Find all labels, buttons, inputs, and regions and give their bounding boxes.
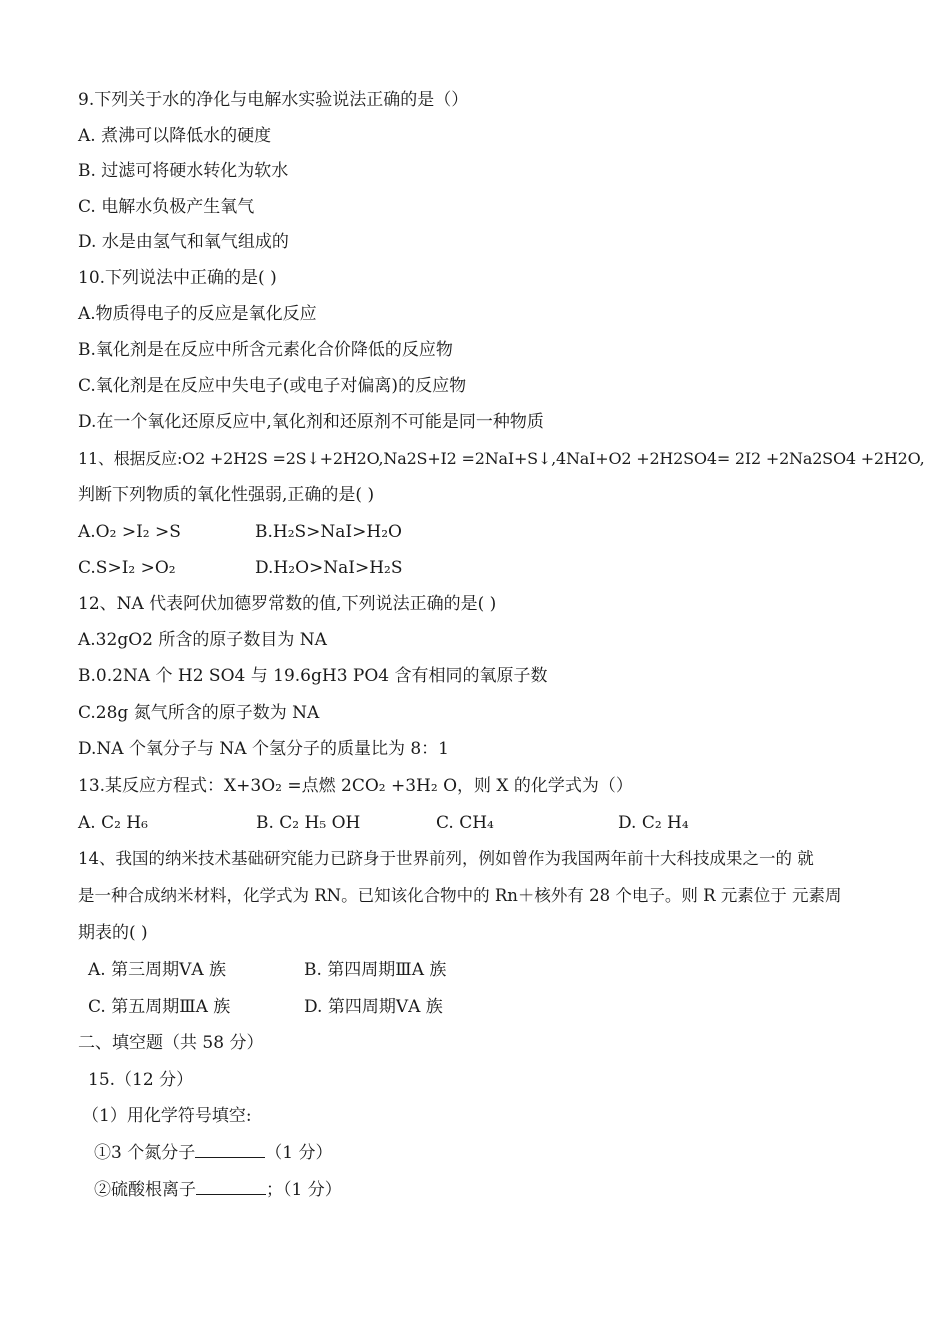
q9-stem: 9.下列关于水的净化与电解水实验说法正确的是（）: [78, 90, 469, 110]
q12-option-a: A.32gO2 所含的原子数目为 NA: [78, 630, 327, 650]
answer-blank-1[interactable]: [195, 1143, 265, 1158]
q14-option-b: B. 第四周期ⅢA 族: [304, 960, 447, 980]
q13-stem: 13.某反应方程式：X+3O₂ =点燃 2CO₂ +3H₂ O，则 X 的化学式为（）: [78, 776, 633, 796]
q14-option-a: A. 第三周期ⅤA 族: [88, 960, 227, 980]
q14-stem-line3: 期表的( ): [78, 923, 148, 943]
q12-option-b: B.0.2NA 个 H2 SO4 与 19.6gH3 PO4 含有相同的氧原子数: [78, 666, 548, 686]
q11-stem-line2: 判断下列物质的氧化性强弱,正确的是( ): [78, 485, 375, 505]
q13-option-d: D. C₂ H₄: [618, 813, 689, 833]
q12-option-d: D.NA 个氧分子与 NA 个氢分子的质量比为 8：1: [78, 739, 449, 759]
q13-option-a: A. C₂ H₆: [78, 813, 148, 833]
q11-option-c: C.S>I₂ >O₂: [78, 558, 176, 578]
q12-stem: 12、NA 代表阿伏加德罗常数的值,下列说法正确的是( ): [78, 594, 497, 614]
section-title: 二、填空题（共 58 分）: [78, 1033, 264, 1053]
q15-item2-label: ②硫酸根离子: [94, 1180, 196, 1200]
q14-option-c: C. 第五周期ⅢA 族: [88, 997, 231, 1017]
q11-stem-line1: 11、根据反应:O2 +2H2S =2S↓+2H2O,Na2S+I2 =2NaI+S↓,4NaI+O2 +2H2SO4= 2I2 +2Na2SO4 +2H2O,: [78, 449, 925, 468]
q15-item2-score: ；（1 分）: [266, 1180, 342, 1200]
q11-option-d: D.H₂O>NaI>H₂S: [255, 558, 403, 578]
q11-option-a: A.O₂ >I₂ >S: [78, 522, 181, 542]
q11-option-b: B.H₂S>NaI>H₂O: [255, 522, 402, 542]
q10-option-c: C.氧化剂是在反应中失电子(或电子对偏离)的反应物: [78, 376, 467, 396]
q9-option-d: D. 水是由氢气和氧气组成的: [78, 232, 289, 252]
q15-item2: [94, 1178, 342, 1202]
q14-stem-line2: 是一种合成纳米材料，化学式为 RN。已知该化合物中的 Rn＋核外有 28 个电子。则 R 元素位于 元素周: [78, 886, 842, 905]
q9-option-a: A. 煮沸可以降低水的硬度: [78, 126, 272, 146]
q10-option-d: D.在一个氧化还原反应中,氧化剂和还原剂不可能是同一种物质: [78, 412, 544, 432]
q15-item1-score: （1 分）: [265, 1143, 333, 1163]
q10-stem: 10.下列说法中正确的是( ): [78, 268, 277, 288]
q12-option-c: C.28g 氮气所含的原子数为 NA: [78, 703, 320, 723]
q15-part1: （1）用化学符号填空:: [82, 1106, 252, 1126]
q13-option-b: B. C₂ H₅ OH: [256, 813, 361, 833]
q9-option-c: C. 电解水负极产生氧气: [78, 197, 255, 217]
q14-option-d: D. 第四周期ⅤA 族: [304, 997, 443, 1017]
q15-item1-label: ①3 个氮分子: [94, 1143, 196, 1163]
q15-item1: [94, 1141, 332, 1165]
q14-stem-line1: 14、我国的纳米技术基础研究能力已跻身于世界前列，例如曾作为我国两年前十大科技成果之一的 就: [78, 849, 814, 868]
answer-blank-2[interactable]: [196, 1180, 266, 1195]
q9-option-b: B. 过滤可将硬水转化为软水: [78, 161, 289, 181]
q15-stem: 15.（12 分）: [88, 1070, 194, 1090]
q10-option-b: B.氧化剂是在反应中所含元素化合价降低的反应物: [78, 340, 453, 360]
q10-option-a: A.物质得电子的反应是氧化反应: [78, 304, 317, 324]
q13-option-c: C. CH₄: [436, 813, 494, 833]
